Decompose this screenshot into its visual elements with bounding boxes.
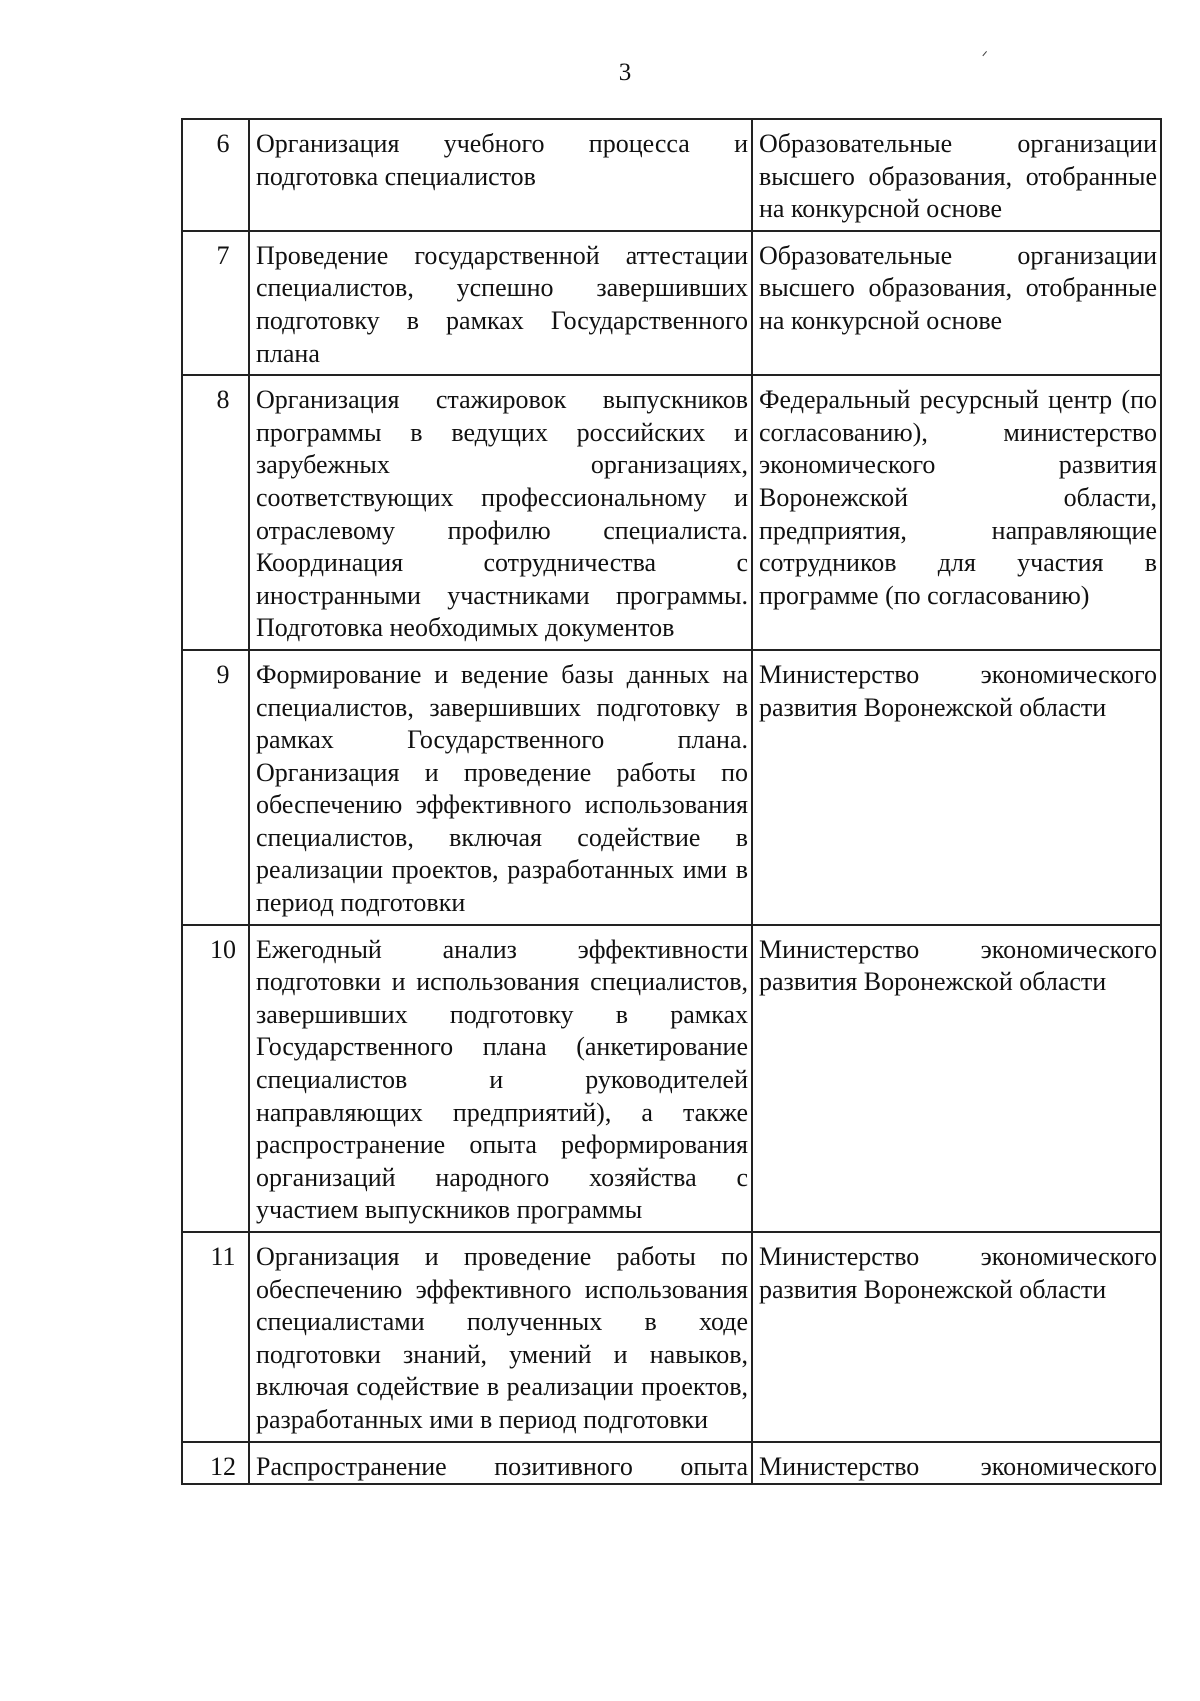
activity-text: Организация стажировок выпускников программы в ведущих российских и зарубежных организациях, соответствующих профессиональному и отраслевому профилю специалиста. Координация сотрудничества с иностранными участниками программы. Подготовка необходимых документов bbox=[256, 385, 748, 643]
table-row bbox=[182, 119, 1161, 231]
row-number: 8 bbox=[216, 385, 230, 415]
activity-cell bbox=[249, 1442, 752, 1485]
activity-cell bbox=[249, 119, 752, 231]
responsible-cell bbox=[752, 375, 1161, 650]
responsible-text: Образовательные организации высшего образования, отобранные на конкурсной основе bbox=[759, 129, 1157, 224]
table-row bbox=[182, 375, 1161, 650]
activity-text: Ежегодный анализ эффективности подготовки и использования специалистов, завершивших подготовку в рамках Государственного плана (анкетирование специалистов и руководителей направляющих предприятий), а также распространение опыта реформирования организаций народного хозяйства с участием выпускников программы bbox=[256, 934, 748, 1225]
responsible-text: Министерство экономического развития Воронежской области bbox=[759, 1242, 1157, 1304]
activity-cell bbox=[249, 1232, 752, 1442]
activity-text: Формирование и ведение базы данных на специалистов, завершивших подготовку в рамках Государственного плана. Организация и проведение работы по обеспечению эффективного использования специалистов, включая содействие в реализации проектов, разработанных ими в период подготовки bbox=[256, 659, 748, 918]
responsible-cell bbox=[752, 231, 1161, 375]
table-row bbox=[182, 925, 1161, 1232]
row-number: 9 bbox=[216, 659, 230, 689]
table-row bbox=[182, 1232, 1161, 1442]
row-number: 12 bbox=[210, 1451, 236, 1481]
row-number-cell bbox=[182, 1232, 249, 1442]
row-number-cell bbox=[182, 925, 249, 1232]
row-number-cell bbox=[182, 1442, 249, 1485]
table-row bbox=[182, 1442, 1161, 1485]
page-number: 3 bbox=[618, 59, 632, 86]
responsible-text: Министерство экономического развития Воронежской области bbox=[759, 934, 1157, 997]
activity-text: Распространение позитивного опыта bbox=[256, 1451, 748, 1481]
responsible-cell bbox=[752, 650, 1161, 925]
responsible-text: Министерство экономического развития Воронежской области bbox=[759, 659, 1157, 722]
activity-cell bbox=[249, 231, 752, 375]
table-row bbox=[182, 231, 1161, 375]
activity-text: Проведение государственной аттестации специалистов, успешно завершивших подготовку в рамках Государственного плана bbox=[256, 240, 748, 368]
row-number: 11 bbox=[210, 1242, 236, 1271]
row-number: 7 bbox=[216, 240, 230, 270]
responsible-text: Образовательные организации высшего образования, отобранные на конкурсной основе bbox=[759, 240, 1157, 335]
row-number-cell bbox=[182, 231, 249, 375]
responsible-cell bbox=[752, 1442, 1161, 1485]
activity-cell bbox=[249, 650, 752, 925]
activities-table bbox=[181, 118, 1162, 1485]
row-number-cell bbox=[182, 375, 249, 650]
row-number-cell bbox=[182, 119, 249, 231]
activity-cell bbox=[249, 925, 752, 1232]
activity-text: Организация и проведение работы по обеспечению эффективного использования специалистами полученных в ходе подготовки знаний, умений и навыков, включая содействие в реализации проектов, разработанных ими в период подготовки bbox=[256, 1242, 748, 1434]
row-number: 6 bbox=[216, 129, 230, 158]
table-row bbox=[182, 650, 1161, 925]
responsible-cell bbox=[752, 119, 1161, 231]
activity-cell bbox=[249, 375, 752, 650]
responsible-text: Федеральный ресурсный центр (по согласованию), министерство экономического развития Воронежской области, предприятия, направляющие сотрудников для участия в программе (по согласованию) bbox=[759, 385, 1157, 610]
row-number-cell bbox=[182, 650, 249, 925]
activity-text: Организация учебного процесса и подготовка специалистов bbox=[256, 129, 748, 191]
row-number: 10 bbox=[210, 934, 236, 964]
responsible-cell bbox=[752, 925, 1161, 1232]
responsible-cell bbox=[752, 1232, 1161, 1442]
responsible-text: Министерство экономического bbox=[759, 1451, 1157, 1481]
